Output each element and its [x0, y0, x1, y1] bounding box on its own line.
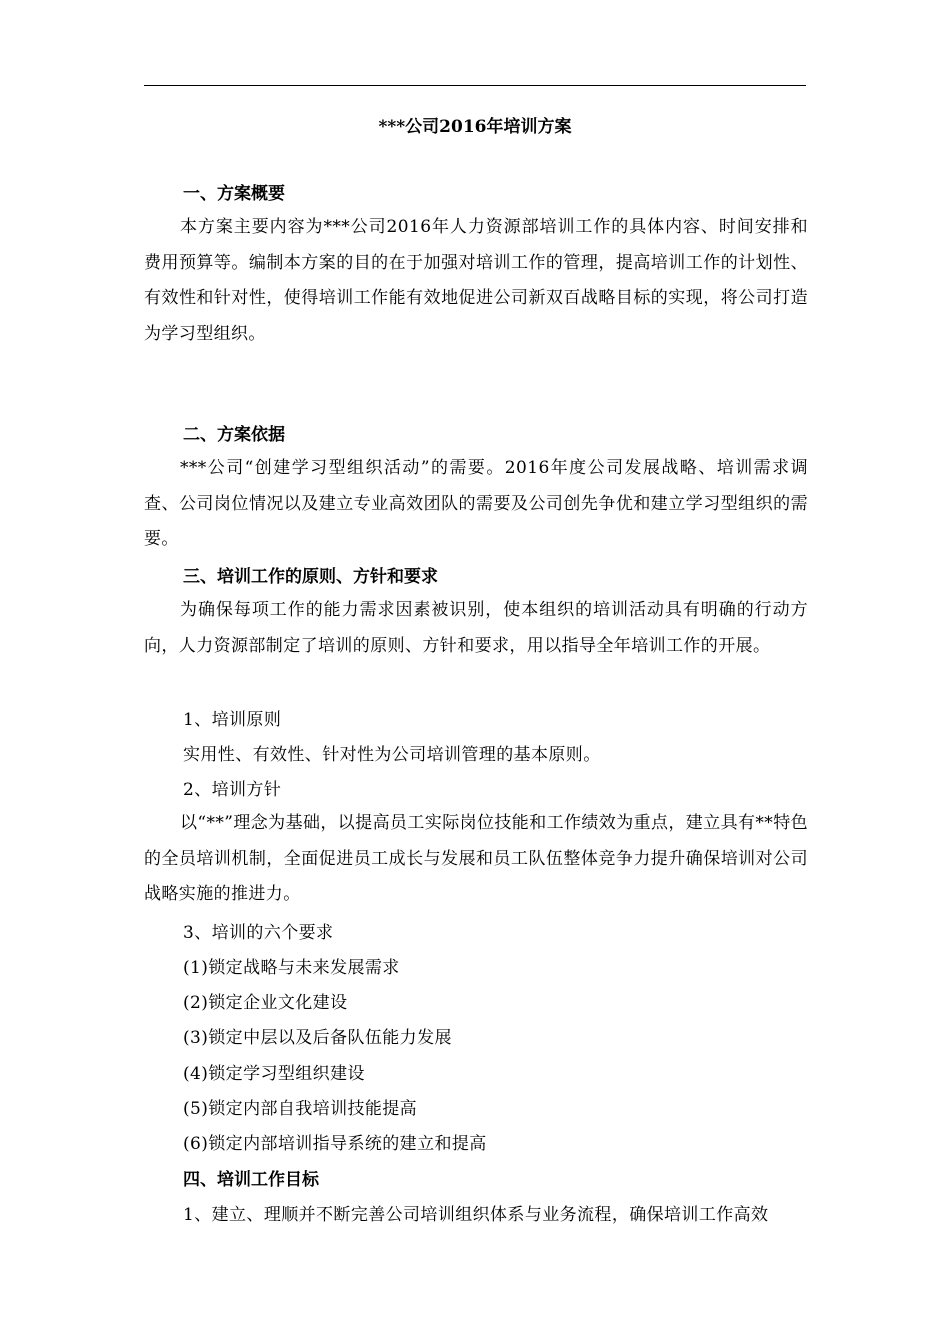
- policy-heading: 2、培训方针: [183, 780, 282, 800]
- header-rule: [144, 85, 806, 86]
- principle-heading: 1、培训原则: [183, 710, 282, 730]
- document-title: ***公司2016年培训方案: [378, 117, 572, 137]
- policy-body: 以“**”理念为基础，以提高员工实际岗位技能和工作绩效为重点，建立具有**特色的全员培训机制，全面促进员工成长与发展和员工队伍整体竞争力提升确保培训对公司战略实施的推进力。: [144, 813, 808, 904]
- section-body-principles: 为确保每项工作的能力需求因素被识别，使本组织的培训活动具有明确的行动方向，人力资源部制定了培训的原则、方针和要求，用以指导全年培训工作的开展。: [144, 600, 808, 656]
- requirement-item: (2)锁定企业文化建设: [183, 993, 348, 1013]
- section-heading-principles: 三、培训工作的原则、方针和要求: [183, 567, 438, 587]
- requirement-item: (1)锁定战略与未来发展需求: [183, 958, 400, 978]
- requirement-item: (3)锁定中层以及后备队伍能力发展: [183, 1028, 452, 1048]
- requirement-item: (4)锁定学习型组织建设: [183, 1064, 365, 1084]
- section-heading-goals: 四、培训工作目标: [183, 1170, 319, 1190]
- requirements-heading: 3、培训的六个要求: [183, 923, 334, 943]
- section-body-overview: 本方案主要内容为***公司2016年人力资源部培训工作的具体内容、时间安排和费用预算等。编制本方案的目的在于加强对培训工作的管理，提高培训工作的计划性、有效性和针对性，使得培训工作能有效地促进公司新双百战略目标的实现，将公司打造为学习型组织。: [144, 217, 808, 344]
- goal-item: 1、建立、理顺并不断完善公司培训组织体系与业务流程，确保培训工作高效: [183, 1205, 769, 1225]
- requirement-item: (5)锁定内部自我培训技能提高: [183, 1099, 418, 1119]
- section-heading-basis: 二、方案依据: [183, 425, 285, 445]
- principle-body: 实用性、有效性、针对性为公司培训管理的基本原则。: [183, 745, 601, 765]
- requirement-item: (6)锁定内部培训指导系统的建立和提高: [183, 1134, 487, 1154]
- section-heading-overview: 一、方案概要: [183, 184, 285, 204]
- section-body-basis: ***公司“创建学习型组织活动”的需要。2016年度公司发展战略、培训需求调查、公司岗位情况以及建立专业高效团队的需要及公司创先争优和建立学习型组织的需要。: [144, 458, 808, 549]
